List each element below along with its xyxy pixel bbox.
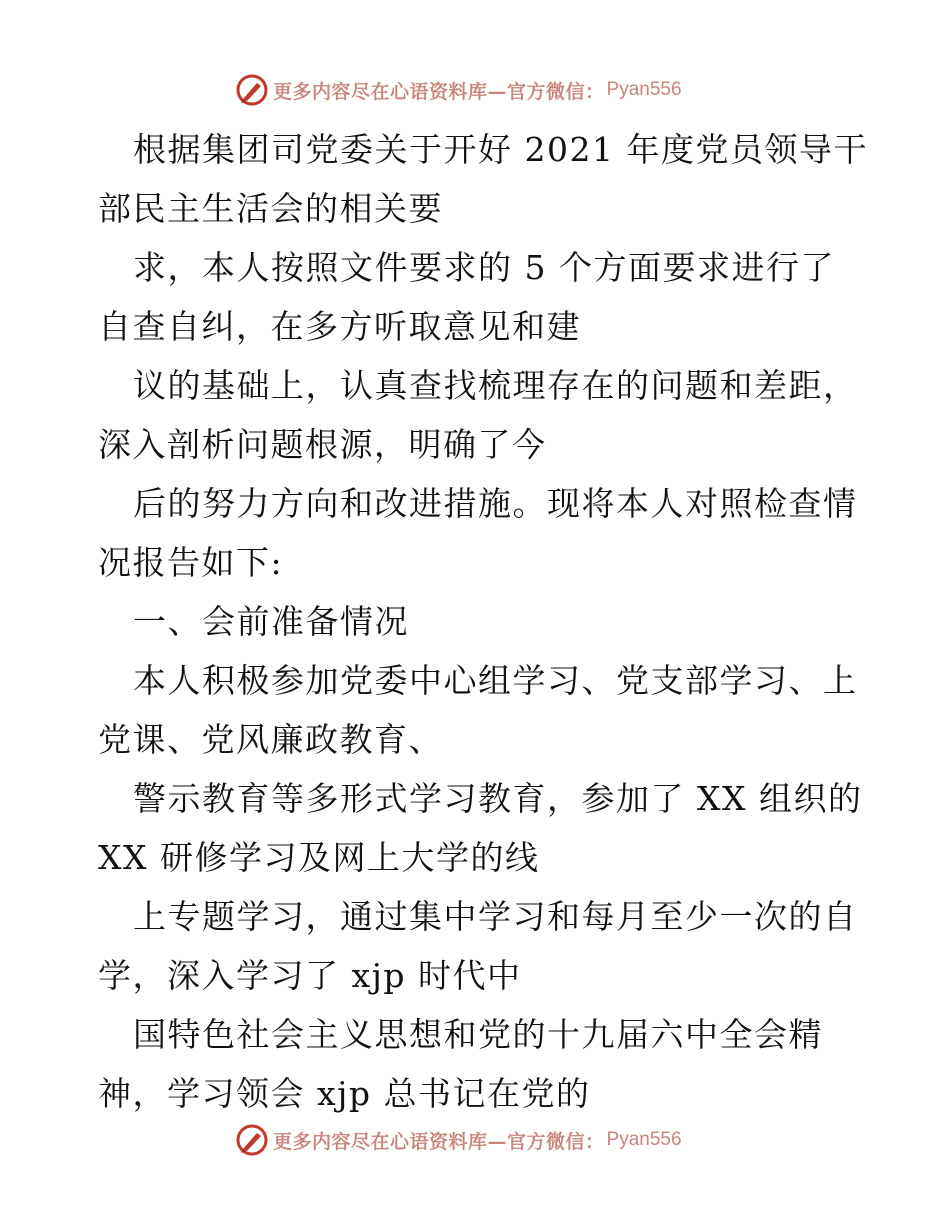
text-line: 况报告如下: <box>98 543 284 582</box>
text-line: 警示教育等多形式学习教育，参加了 XX 组织的 <box>133 779 863 818</box>
watermark-text: 更多内容尽在心语资料库—官方微信： <box>273 1130 605 1153</box>
pen-circle-logo-icon <box>235 1123 269 1157</box>
text-line: 学，深入学习了 xjp 时代中 <box>98 956 522 995</box>
text-line: XX 研修学习及网上大学的线 <box>98 838 540 877</box>
text-line: 深入剖析问题根源，明确了今 <box>98 425 547 464</box>
pen-circle-logo-icon <box>235 73 269 107</box>
section-heading: 一、会前准备情况 <box>133 602 409 641</box>
text-line: 国特色社会主义思想和党的十九届六中全会精 <box>133 1015 823 1054</box>
text-line: 根据集团司党委关于开好 2021 年度党员领导干 <box>133 130 868 169</box>
text-line: 党课、党风廉政教育、 <box>98 720 443 759</box>
text-line: 自查自纠，在多方听取意见和建 <box>98 307 581 346</box>
watermark-wechat-id: Pyan556 <box>606 1129 682 1150</box>
text-line: 后的努力方向和改进措施。现将本人对照检查情 <box>133 484 858 523</box>
text-line: 部民主生活会的相关要 <box>98 189 443 228</box>
text-line: 神，学习领会 xjp 总书记在党的 <box>98 1074 591 1113</box>
text-line: 求，本人按照文件要求的 5 个方面要求进行了 <box>133 248 835 287</box>
footer-watermark <box>235 1123 682 1157</box>
text-line: 上专题学习，通过集中学习和每月至少一次的自 <box>133 897 858 936</box>
watermark-text: 更多内容尽在心语资料库—官方微信： <box>273 80 605 103</box>
text-line: 议的基础上，认真查找梳理存在的问题和差距， <box>133 366 858 405</box>
document-body <box>98 120 868 1123</box>
header-watermark <box>235 73 682 107</box>
text-line: 本人积极参加党委中心组学习、党支部学习、上 <box>133 661 858 700</box>
watermark-wechat-id: Pyan556 <box>606 79 682 100</box>
